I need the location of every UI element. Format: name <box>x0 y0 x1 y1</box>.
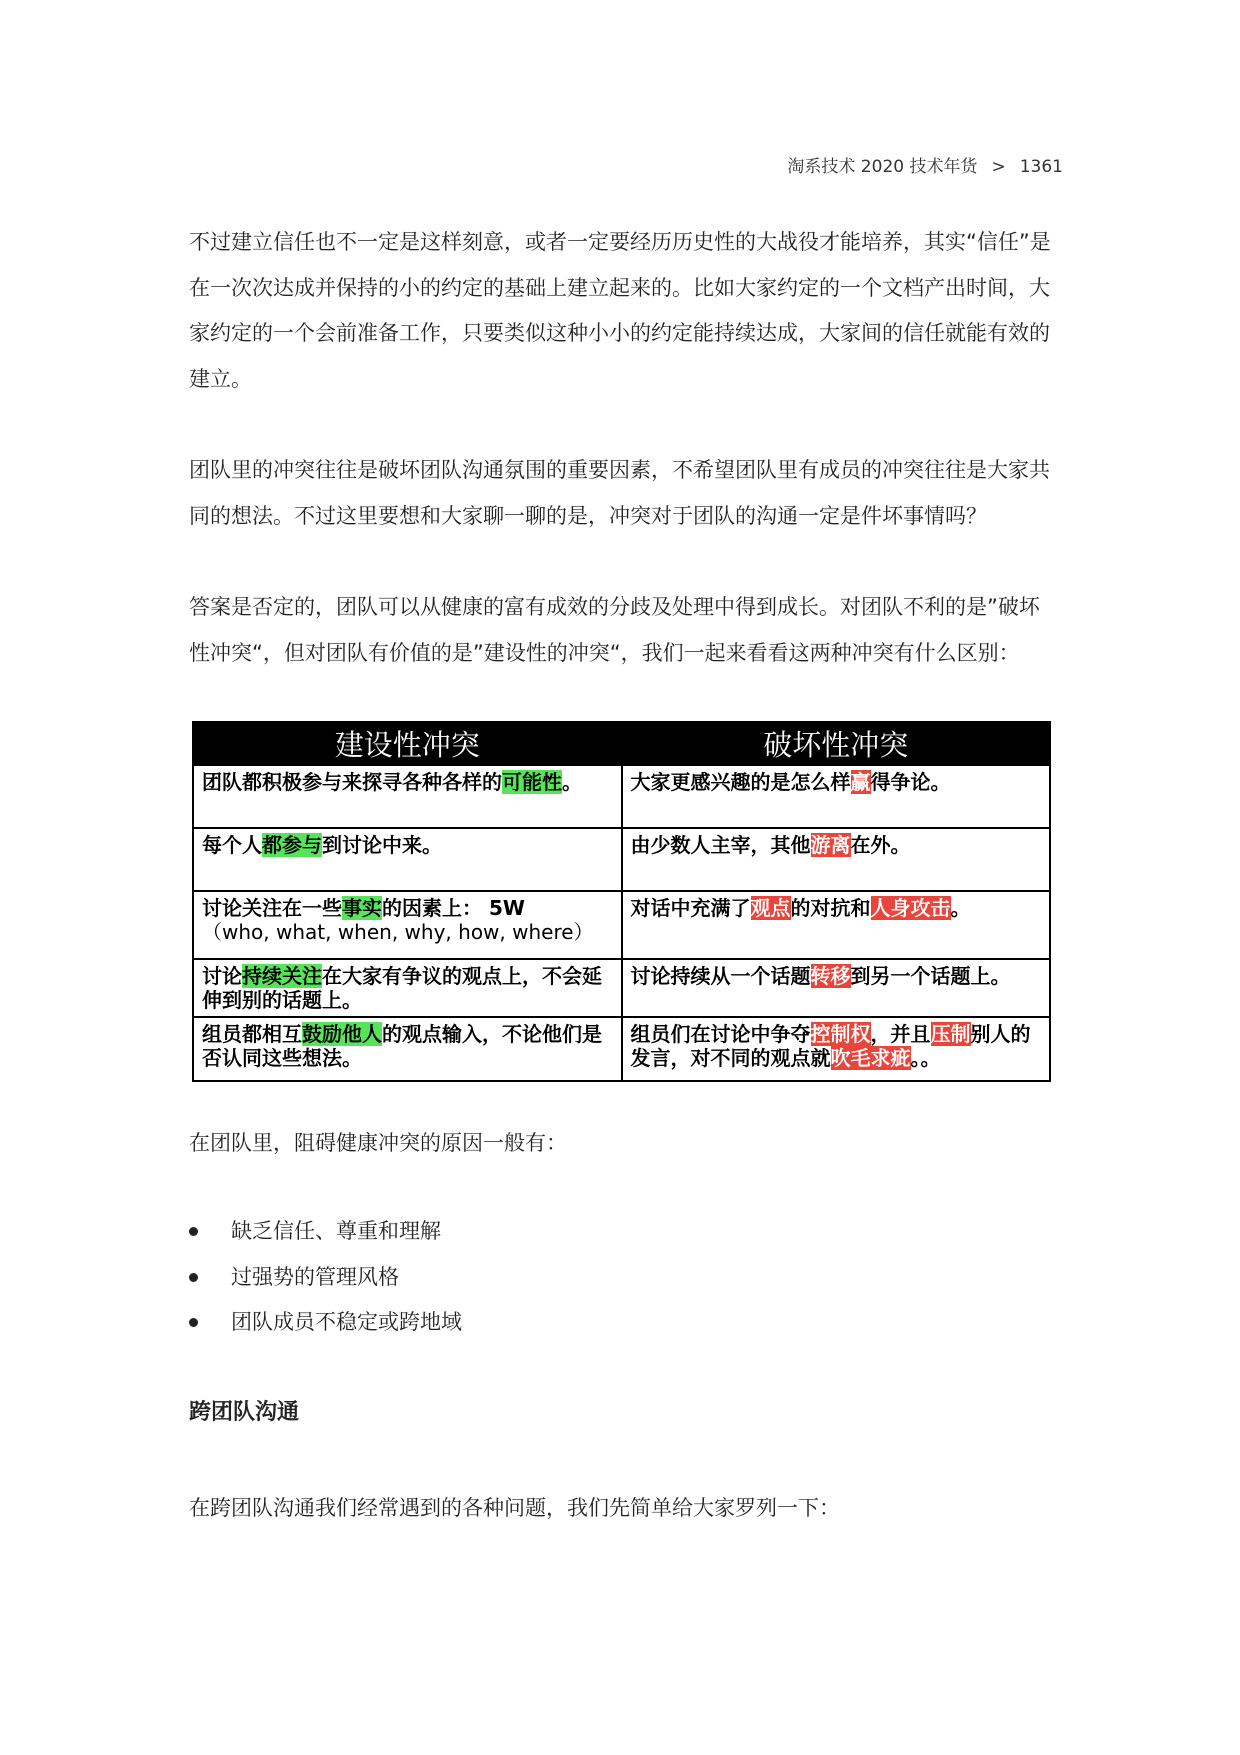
table-cell-constructive <box>193 959 622 1017</box>
cell-text: 。 <box>950 896 971 920</box>
header-separator: > <box>991 157 1006 177</box>
list-item: 缺乏信任、尊重和理解 <box>189 1209 462 1255</box>
red-highlight: 控制权 <box>810 1022 871 1046</box>
cell-text: 的观点输入，不论他们是否认同这些想法。 <box>202 1022 602 1070</box>
green-highlight: 事实 <box>342 896 382 920</box>
table-cell-destructive <box>622 959 1051 1017</box>
table-cell-destructive <box>622 828 1051 891</box>
cell-text: 讨论持续从一个话题 <box>630 964 811 988</box>
red-highlight: 转移 <box>810 964 851 988</box>
table-cell-destructive <box>622 765 1051 828</box>
cell-text: 。。 <box>910 1046 941 1070</box>
list-item: 团队成员不稳定或跨地域 <box>189 1300 462 1346</box>
table-cell-destructive <box>622 891 1051 959</box>
table-cell-constructive <box>193 891 622 959</box>
obstacle-list <box>189 1209 462 1346</box>
cell-text: 到讨论中来。 <box>322 833 442 857</box>
table-header-row <box>193 722 1050 765</box>
table-cell-constructive <box>193 765 622 828</box>
red-highlight: 人身攻击 <box>870 896 951 920</box>
header-title: 淘系技术 2020 技术年货 <box>787 157 978 177</box>
paragraph-conflict-intro: 团队里的冲突往往是破坏团队沟通氛围的重要因素，不希望团队里有成员的冲突往往是大家共同的想法。不过这里要想和大家聊一聊的是，冲突对于团队的沟通一定是件坏事情吗？ <box>189 458 1050 528</box>
page-number: 1361 <box>1019 157 1063 177</box>
red-highlight: 压制 <box>930 1022 971 1046</box>
cell-text: 在大家有争议的观点上，不会延伸到别的话题上。 <box>202 964 602 1012</box>
green-highlight: 鼓励他人 <box>302 1022 382 1046</box>
cell-text: 组员都相互 <box>202 1022 302 1046</box>
cell-text: 讨论 <box>202 964 242 988</box>
paragraph-obstacles-intro: 在团队里，阻碍健康冲突的原因一般有： <box>189 1131 567 1155</box>
cell-text: 别人的发言，对不同的观点就 <box>630 1022 1031 1070</box>
table-row <box>193 1017 1050 1081</box>
red-highlight: 吹毛求疵 <box>830 1046 911 1070</box>
table-row <box>193 765 1050 828</box>
cell-text: 对话中充满了 <box>630 896 751 920</box>
red-highlight: 游离 <box>810 833 851 857</box>
red-highlight: 观点 <box>750 896 791 920</box>
red-highlight: 赢 <box>850 770 871 794</box>
cell-text: ，并且 <box>870 1022 931 1046</box>
cell-text: 由少数人主宰，其他 <box>630 833 811 857</box>
cell-text: 团队都积极参与来探寻各种各样的 <box>202 770 502 794</box>
table-cell-constructive <box>193 1017 622 1081</box>
header-destructive: 破坏性冲突 <box>622 722 1051 765</box>
cell-text: 的对抗和 <box>790 896 871 920</box>
table-cell-destructive <box>622 1017 1051 1081</box>
table-row <box>193 891 1050 959</box>
cell-text: 在外。 <box>850 833 911 857</box>
cell-text: 大家更感兴趣的是怎么样 <box>630 770 851 794</box>
table-row <box>193 828 1050 891</box>
table-cell-constructive <box>193 828 622 891</box>
green-highlight: 可能性 <box>502 770 562 794</box>
table-row <box>193 959 1050 1017</box>
header-constructive: 建设性冲突 <box>193 722 622 765</box>
list-item: 过强势的管理风格 <box>189 1255 462 1301</box>
paragraph-cross-team: 在跨团队沟通我们经常遇到的各种问题，我们先简单给大家罗列一下： <box>189 1496 840 1520</box>
cell-text: 每个人 <box>202 833 262 857</box>
cell-text: 得争论。 <box>870 770 951 794</box>
conflict-comparison-table <box>192 721 1051 1082</box>
green-highlight: 都参与 <box>262 833 322 857</box>
cell-text: 讨论关注在一些 <box>202 896 342 920</box>
cell-text: 到另一个话题上。 <box>850 964 1011 988</box>
paragraph-conflict-answer: 答案是否定的，团队可以从健康的富有成效的分歧及处理中得到成长。对团队不利的是”破坏性冲突“，但对团队有价值的是”建设性的冲突“，我们一起来看看这两种冲突有什么区别： <box>189 595 1040 665</box>
green-highlight: 持续关注 <box>242 964 322 988</box>
cell-text: 。 <box>562 770 582 794</box>
cell-text: 组员们在讨论中争夺 <box>630 1022 811 1046</box>
cell-text: 的因素上： 5W <box>382 896 525 920</box>
five-w-list: （who, what, when, why, how, where） <box>202 920 594 944</box>
running-header <box>787 152 1063 177</box>
section-heading: 跨团队沟通 <box>189 1400 300 1425</box>
paragraph-trust: 不过建立信任也不一定是这样刻意，或者一定要经历历史性的大战役才能培养，其实“信任”是在一次次达成并保持的小的约定的基础上建立起来的。比如大家约定的一个文档产出时间，大家约定的一个会前准备工作，只要类似这种小小的约定能持续达成，大家间的信任就能有效的建立。 <box>189 230 1051 391</box>
